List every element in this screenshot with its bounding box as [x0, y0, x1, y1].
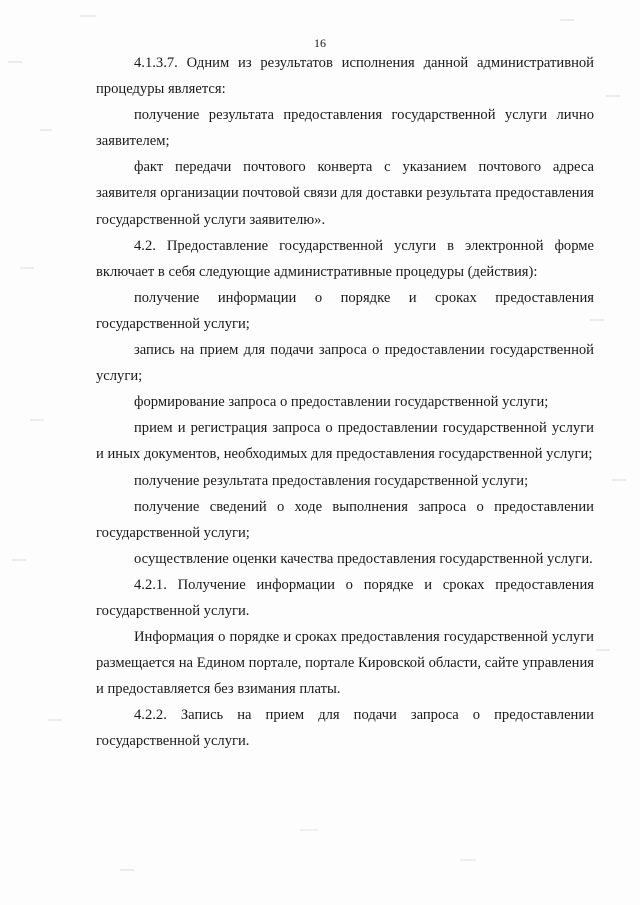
list-item-appointment: запись на прием для подачи запроса о предоставлении государственной услуги;	[96, 342, 594, 385]
paragraph-result-personal: получение результата предоставления государственной услуги лично заявителем;	[96, 107, 594, 150]
paragraph-4-2: 4.2. Предоставление государственной услуги в электронной форме включает в себя следующие административные процедуры (действия):	[96, 237, 594, 280]
paragraph-4-2-1: 4.2.1. Получение информации о порядке и сроках предоставления государственной услуги.	[96, 576, 594, 619]
list-item-request-registration: прием и регистрация запроса о предоставлении государственной услуги и иных документов, необходимых для предоставления государственной услуги;	[96, 420, 594, 463]
list-item-request-forming: формирование запроса о предоставлении государственной услуги;	[134, 394, 549, 411]
list-item-result: получение результата предоставления государственной услуги;	[134, 472, 529, 489]
document-body	[96, 50, 594, 755]
list-item-quality: осуществление оценки качества предоставления государственной услуги.	[134, 550, 593, 567]
list-item-status: получение сведений о ходе выполнения запроса о предоставлении государственной услуги;	[96, 498, 594, 541]
paragraph-4-1-3-7: 4.1.3.7. Одним из результатов исполнения данной административной процедуры является:	[96, 55, 594, 98]
page-number: 16	[314, 36, 326, 50]
list-item-info: получение информации о порядке и сроках предоставления государственной услуги;	[96, 289, 594, 332]
paragraph-result-mail: факт передачи почтового конверта с указанием почтового адреса заявителя организации почтовой связи для доставки результата предоставления государственной услуги заявителю».	[96, 159, 594, 228]
paragraph-4-2-2: 4.2.2. Запись на прием для подачи запроса о предоставлении государственной услуги.	[96, 707, 594, 750]
paragraph-info-placement: Информация о порядке и сроках предоставления государственной услуги размещается на Едином портале, портале Кировской области, сайте управления и предоставляется без взимания платы.	[96, 629, 594, 698]
